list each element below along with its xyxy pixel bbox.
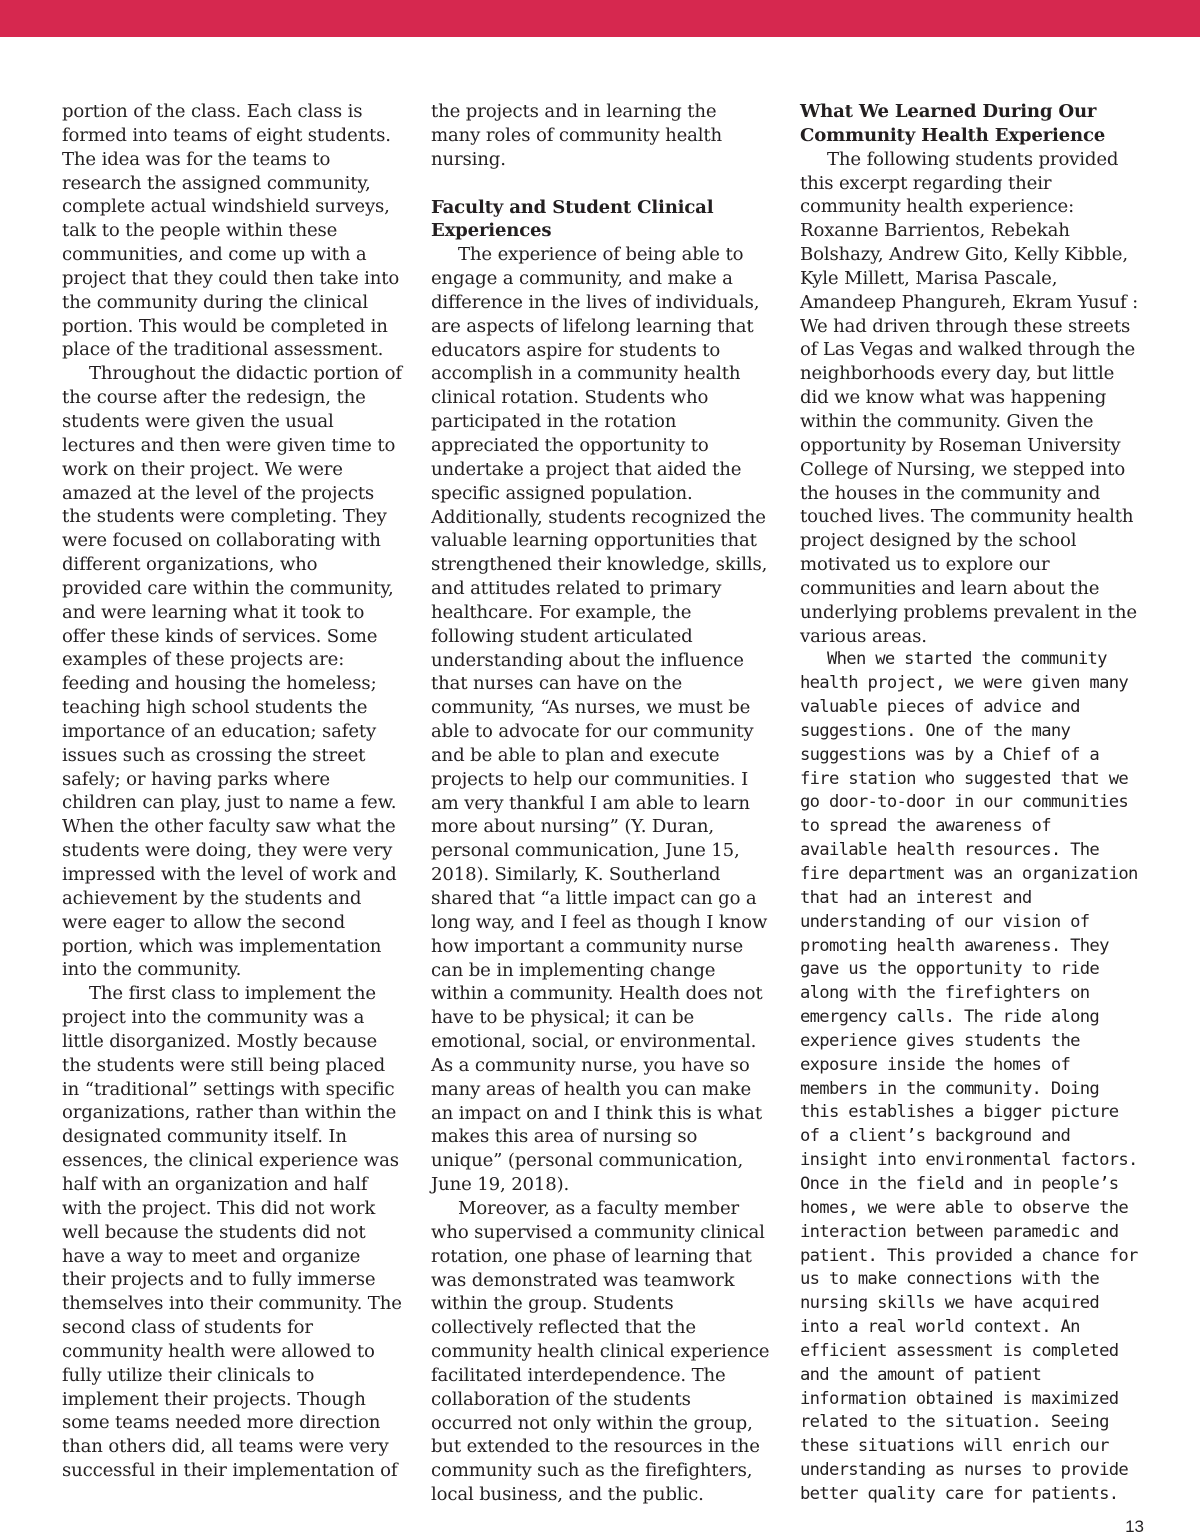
paragraph: Throughout the didactic portion of the course after the redesign, the students were given the usual lectures and then were given time to work on their project. We were amazed at the level of the projects the students were completing. They were focused on collaborating with different organizations, who provided care within the community, and were learning what it took to offer these kinds of services. Some examples of these projects are: feeding and housing the homeless; teaching high school students the importance of an education; safety issues such as crossing the street safely; or having parks where children can play, just to name a few. When the other faculty saw what the students were doing, they were very impressed with the level of work and achievement by the students and were eager to allow the second portion, which was implementation into the community. <box>62 363 402 981</box>
section-heading-what-we-learned: What We Learned During Our Community Health Experience <box>800 101 1106 146</box>
article-column-3 <box>800 100 1145 1507</box>
paragraph: Moreover, as a faculty member who supervised a community clinical rotation, one phase of learning that was demonstrated was teamwork within the group. Students collectively reflected that the community health clinical experience facilitated interdependence. The collaboration of the students occurred not only within the group, but extended to the resources in the community such as the firefighters, local business, and the public. <box>431 1197 770 1506</box>
header-accent-bar <box>0 0 1200 37</box>
paragraph: The following students provided this excerpt regarding their community health experience: Roxanne Barrientos, Rebekah Bolshazy, Andrew Gito, Kelly Kibble, Kyle Millett, Marisa Pascale, Amandeep Phangureh, Ekram Yusuf : We had driven through these streets of Las Vegas and walked through the neighborhoods every day, but little did we know what was happening within the community. Given the opportunity by Roseman University College of Nursing, we stepped into the houses in the community and touched lives. The community health project designed by the school motivated us to explore our communities and learn about the underlying problems prevalent in the various areas. <box>800 148 1139 647</box>
paragraph: the projects and in learning the many roles of community health nursing. <box>431 101 723 170</box>
paragraph: The experience of being able to engage a community, and make a difference in the lives of individuals, are aspects of lifelong learning that educators aspire for students to accomplish in a community health clinical rotation. Students who participated in the rotation appreciated the opportunity to undertake a project that aided the specific assigned population. Additionally, students recognized the valuable learning opportunities that strengthened their knowledge, skills, and attitudes related to primary healthcare. For example, the following student articulated understanding about the influence that nurses can have on the community, “As nurses, we must be able to advocate for our community and be able to plan and execute projects to help our communities. I am very thankful I am able to learn more about nursing” (Y. Duran, personal communication, June 15, 2018). Similarly, K. Southerland shared that “a little impact can go a long way, and I feel as though I know how important a community nurse can be in implementing change within a community. Health does not have to be physical; it can be emotional, social, or environmental. As a community nurse, you have so many areas of health you can make an impact on and I think this is what makes this area of nursing so unique” (personal communication, June 19, 2018). <box>431 244 768 1196</box>
article-column-2 <box>431 100 771 1507</box>
paragraph: When we started the community health project, we were given many valuable pieces of advice and suggestions. One of the many suggestions was by a Chief of a fire station who suggested that we go door-to-door in our communities to spread the awareness of available health resources. The fire department was an organization that had an interest and understanding of our vision of promoting health awareness. They gave us the opportunity to ride along with the firefighters on emergency calls. The ride along experience gives students the exposure inside the homes of members in the community. Doing this establishes a bigger picture of a client’s background and insight into environmental factors. Once in the field and in people’s homes, we were able to observe the interaction between paramedic and patient. This provided a chance for us to make connections with the nursing skills we have acquired into a real world context. An efficient assessment is completed and the amount of patient information obtained is maximized related to the situation. Seeing these situations will enrich our understanding as nurses to provide better quality care for patients. <box>800 649 1138 1504</box>
paragraph: The first class to implement the project into the community was a little disorganized. Mostly because the students were still being placed in “traditional” settings with specific organizations, rather than within the designated community itself. In essences, the clinical experience was half with an organization and half with the project. This did not work well because the students did not have a way to meet and organize their projects and to fully immerse themselves into their community. The second class of students for community health were allowed to fully utilize their clinicals to implement their projects. Though some teams needed more direction than others did, all teams were very successful in their implementation of <box>62 983 402 1482</box>
article-column-1 <box>62 100 402 1483</box>
page-number: 13 <box>1125 1517 1144 1536</box>
section-heading-faculty-student: Faculty and Student Clinical Experiences <box>431 196 714 242</box>
paragraph: portion of the class. Each class is formed into teams of eight students. The idea was for the teams to research the assigned community, complete actual windshield surveys, talk to the people within these communities, and come up with a project that they could then take into the community during the clinical portion. This would be completed in place of the traditional assessment. <box>62 101 400 361</box>
